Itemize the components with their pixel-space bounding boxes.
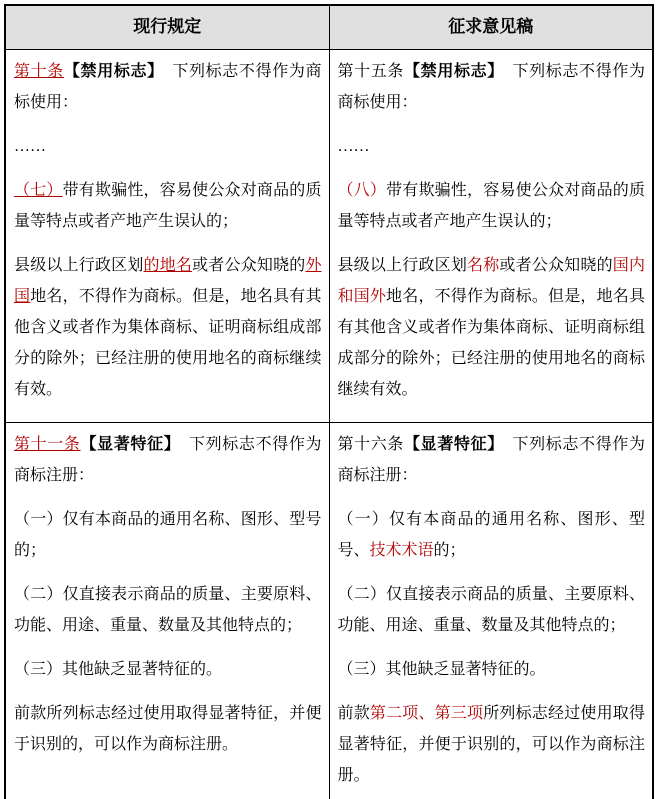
revision-highlight-underlined: 的地名 — [143, 256, 193, 274]
paragraph — [338, 175, 646, 237]
paragraph — [338, 579, 646, 641]
cell-current-article-10 — [5, 49, 329, 422]
text-run: …… — [337, 137, 370, 155]
revision-highlight-underlined: 第十一条 — [14, 435, 81, 453]
text-run: 所列标志经过使用取得显著特征，并便于识别的，可以作为商标注册。 — [337, 704, 645, 784]
revision-highlight-underlined: 第十条 — [14, 62, 64, 80]
text-run: 或者公众知晓的 — [499, 256, 613, 274]
comparison-table — [4, 4, 654, 799]
text-run: 带有欺骗性，容易使公众对商品的质量等特点或者产地产生误认的； — [337, 181, 645, 230]
text-run: 第十五条 — [337, 62, 405, 80]
revision-highlight: 名称 — [467, 256, 500, 274]
paragraph — [338, 250, 646, 405]
paragraph — [14, 250, 322, 405]
text-run: 县级以上行政区划 — [14, 256, 144, 274]
text-run: （一）仅有本商品的通用名称、图形、型号、 — [337, 510, 645, 559]
revision-highlight-underlined: 外国 — [14, 256, 322, 305]
text-run: 下列标志不得作为商标使用： — [14, 62, 322, 111]
cell-current-article-11 — [5, 422, 329, 799]
text-run: （三）其他缺乏显著特征的。 — [14, 660, 223, 678]
paragraph — [14, 131, 322, 162]
table-row-distinctive-features — [5, 422, 653, 799]
text-run: 前款所列标志经过使用取得显著特征，并便于识别的，可以作为商标注册。 — [14, 704, 322, 753]
text-run: 下列标志不得作为商标注册： — [337, 435, 645, 484]
paragraph — [14, 504, 322, 566]
text-run: 前款 — [337, 704, 370, 722]
article-subject-label: 【显著特征】 — [404, 435, 496, 453]
revision-highlight: 第二项、第三项 — [369, 704, 484, 722]
paragraph — [338, 429, 646, 491]
revision-highlight: 技术术语 — [369, 541, 434, 559]
cell-draft-article-16 — [329, 422, 653, 799]
revision-highlight: 国内和国外 — [337, 256, 645, 305]
text-run: 或者公众知晓的 — [192, 256, 306, 274]
paragraph — [14, 175, 322, 237]
paragraph — [338, 654, 646, 685]
text-run: 的； — [433, 541, 466, 559]
header-current-regulations: 现行规定 — [5, 5, 329, 49]
text-run: 县级以上行政区划 — [337, 256, 468, 274]
paragraph — [338, 504, 646, 566]
text-run: 下列标志不得作为商标注册： — [14, 435, 322, 484]
paragraph — [338, 56, 646, 118]
article-subject-label: 【禁用标志】 — [404, 62, 496, 80]
text-run: （一）仅有本商品的通用名称、图形、型号的； — [14, 510, 322, 559]
text-run: 带有欺骗性，容易使公众对商品的质量等特点或者产地产生误认的； — [14, 181, 322, 230]
article-subject-label: 【禁用标志】 — [63, 62, 156, 80]
paragraph — [14, 698, 322, 760]
revision-highlight-underlined: （七） — [14, 181, 63, 199]
cell-draft-article-15 — [329, 49, 653, 422]
revision-highlight: （八） — [337, 181, 387, 199]
text-run: 地名，不得作为商标。但是，地名具有其他含义或者作为集体商标、证明商标组成部分的除外；已经注册的使用地名的商标继续有效。 — [14, 287, 322, 398]
header-draft-for-comments: 征求意见稿 — [329, 5, 653, 49]
paragraph — [14, 56, 322, 118]
table-row-prohibited-signs — [5, 49, 653, 422]
paragraph — [14, 429, 322, 491]
paragraph — [338, 131, 646, 162]
article-subject-label: 【显著特征】 — [80, 435, 173, 453]
text-run: （二）仅直接表示商品的质量、主要原料、功能、用途、重量、数量及其他特点的； — [14, 585, 322, 634]
text-run: （二）仅直接表示商品的质量、主要原料、功能、用途、重量、数量及其他特点的； — [337, 585, 645, 634]
text-run: 地名，不得作为商标。但是，地名具有其他含义或者作为集体商标、证明商标组成部分的除外；已经注册的使用地名的商标继续有效。 — [337, 287, 645, 398]
paragraph — [14, 579, 322, 641]
text-run: （三）其他缺乏显著特征的。 — [337, 660, 546, 678]
table-header-row — [5, 5, 653, 49]
text-run: …… — [14, 137, 46, 155]
paragraph — [14, 654, 322, 685]
text-run: 下列标志不得作为商标使用： — [337, 62, 645, 111]
text-run: 第十六条 — [337, 435, 405, 453]
paragraph — [338, 698, 646, 791]
